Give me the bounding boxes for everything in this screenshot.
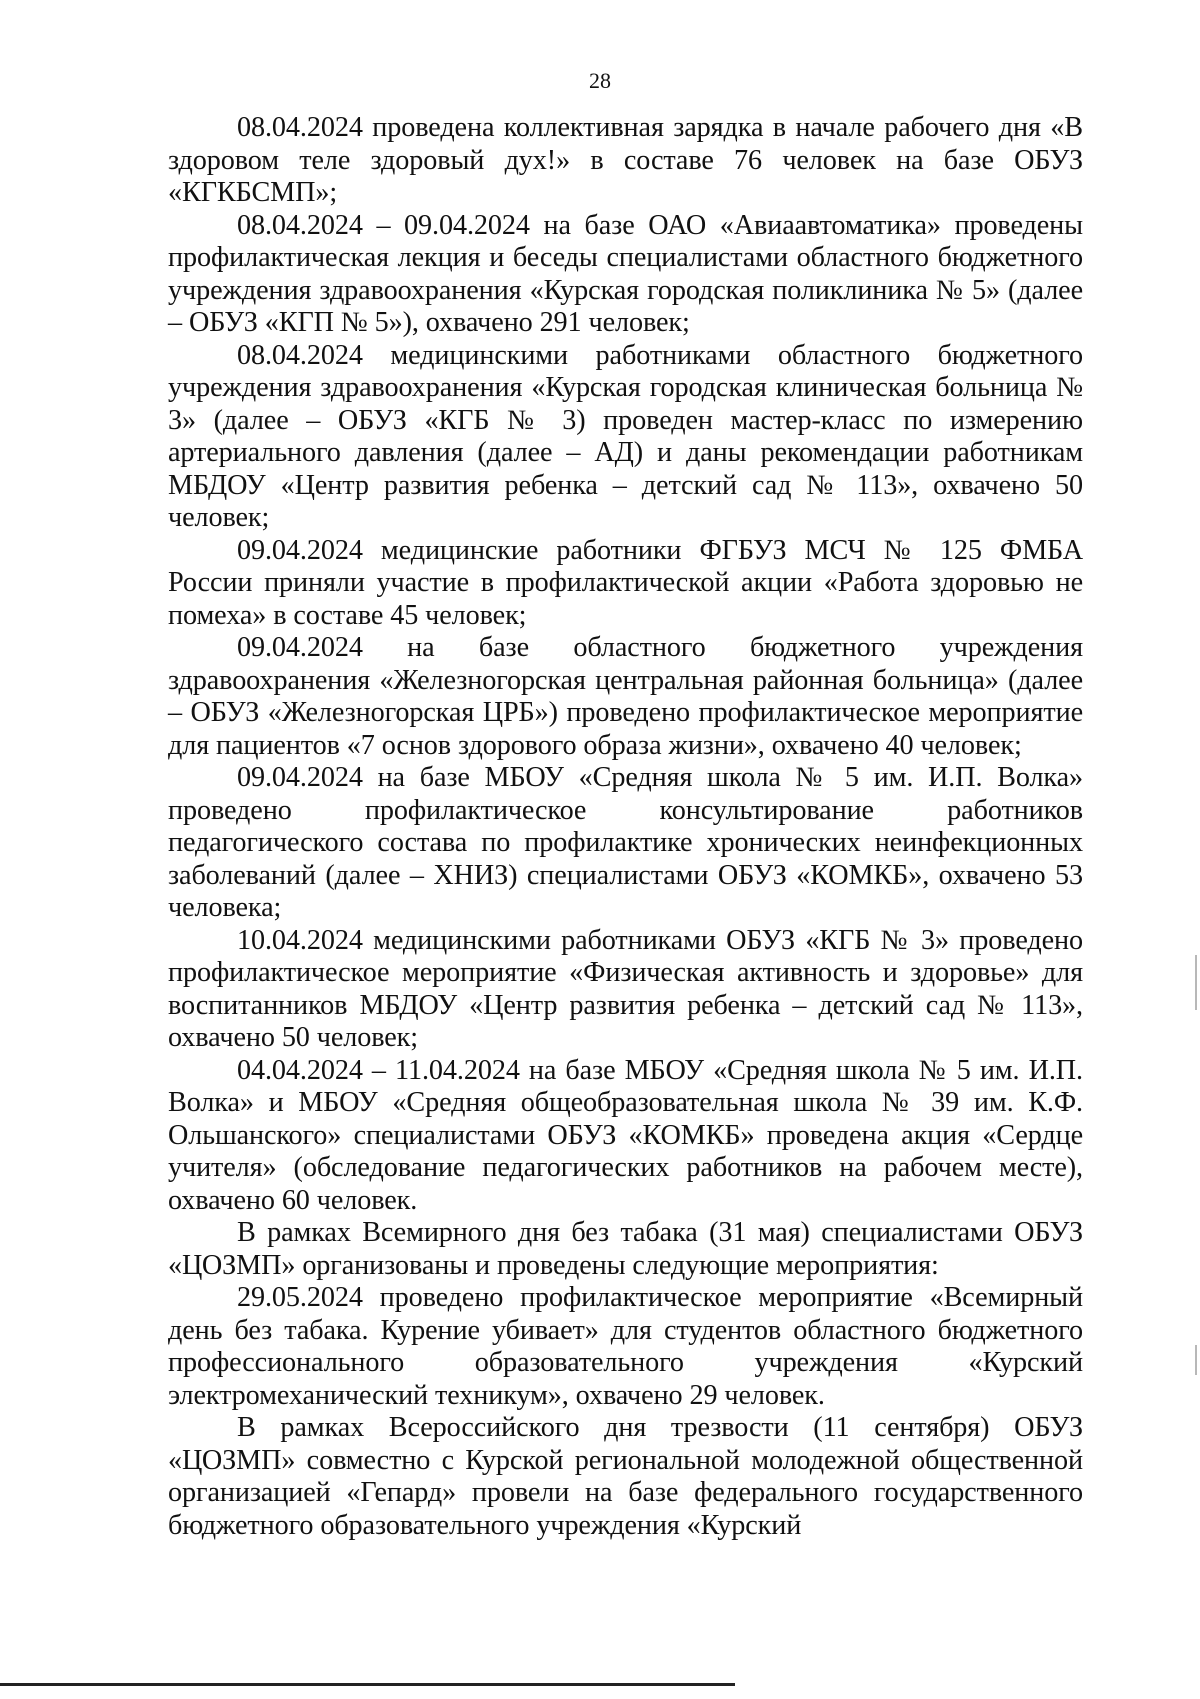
bottom-rule	[0, 1683, 735, 1686]
scan-edge-mark	[1195, 1345, 1197, 1375]
paragraph-5: 09.04.2024 на базе областного бюджетного учреждения здравоохранения «Железногорская центральная районная больница» (далее – ОБУЗ «Железногорская ЦРБ») проведено профилактическое мероприятие для пациентов «7 основ здорового образа жизни», охвачено 40 человек;	[168, 632, 1083, 761]
scan-edge-mark	[1195, 955, 1197, 1010]
paragraph-4: 09.04.2024 медицинские работники ФГБУЗ МСЧ № 125 ФМБА России приняли участие в профилактической акции «Работа здоровью не помеха» в составе 45 человек;	[168, 534, 1083, 631]
body-text	[168, 112, 1083, 1542]
paragraph-1: 08.04.2024 проведена коллективная зарядка в начале рабочего дня «В здоровом теле здоровый дух!» в составе 76 человек на базе ОБУЗ «КГКБСМП»;	[168, 112, 1083, 208]
paragraph-7: 10.04.2024 медицинскими работниками ОБУЗ «КГБ № 3» проведено профилактическое мероприятие «Физическая активность и здоровье» для воспитанников МБДОУ «Центр развития ребенка – детский сад № 113», охвачено 50 человек;	[168, 924, 1083, 1053]
paragraph-8: 04.04.2024 – 11.04.2024 на базе МБОУ «Средняя школа № 5 им. И.П. Волка» и МБОУ «Средняя общеобразовательная школа № 39 им. К.Ф. Ольшанского» специалистами ОБУЗ «КОМКБ» проведена акция «Сердце учителя» (обследование педагогических работников на рабочем месте), охвачено 60 человек.	[168, 1054, 1083, 1216]
paragraph-10: 29.05.2024 проведено профилактическое мероприятие «Всемирный день без табака. Курение убивает» для студентов областного бюджетного профессионального образовательного учреждения «Курский электромеханический техникум», охвачено 29 человек.	[168, 1282, 1083, 1411]
page-number: 28	[589, 68, 611, 93]
paragraph-9: В рамках Всемирного дня без табака (31 мая) специалистами ОБУЗ «ЦОЗМП» организованы и проведены следующие мероприятия:	[168, 1217, 1083, 1281]
paragraph-11: В рамках Всероссийского дня трезвости (11 сентября) ОБУЗ «ЦОЗМП» совместно с Курской региональной молодежной общественной организацией «Гепард» провели на базе федерального государственного бюджетного образовательного учреждения «Курский	[168, 1412, 1083, 1541]
paragraph-6: 09.04.2024 на базе МБОУ «Средняя школа № 5 им. И.П. Волка» проведено профилактическое консультирование работников педагогического состава по профилактике хронических неинфекционных заболеваний (далее – ХНИЗ) специалистами ОБУЗ «КОМКБ», охвачено 53 человека;	[168, 762, 1083, 923]
paragraph-3: 08.04.2024 медицинскими работниками областного бюджетного учреждения здравоохранения «Курская городская клиническая больница № 3» (далее – ОБУЗ «КГБ № 3) проведен мастер-класс по измерению артериального давления (далее – АД) и даны рекомендации работникам МБДОУ «Центр развития ребенка – детский сад № 113», охвачено 50 человек;	[168, 339, 1083, 533]
paragraph-2: 08.04.2024 – 09.04.2024 на базе ОАО «Авиаавтоматика» проведены профилактическая лекция и беседы специалистами областного бюджетного учреждения здравоохранения «Курская городская поликлиника № 5» (далее – ОБУЗ «КГП № 5»), охвачено 291 человек;	[168, 209, 1083, 338]
